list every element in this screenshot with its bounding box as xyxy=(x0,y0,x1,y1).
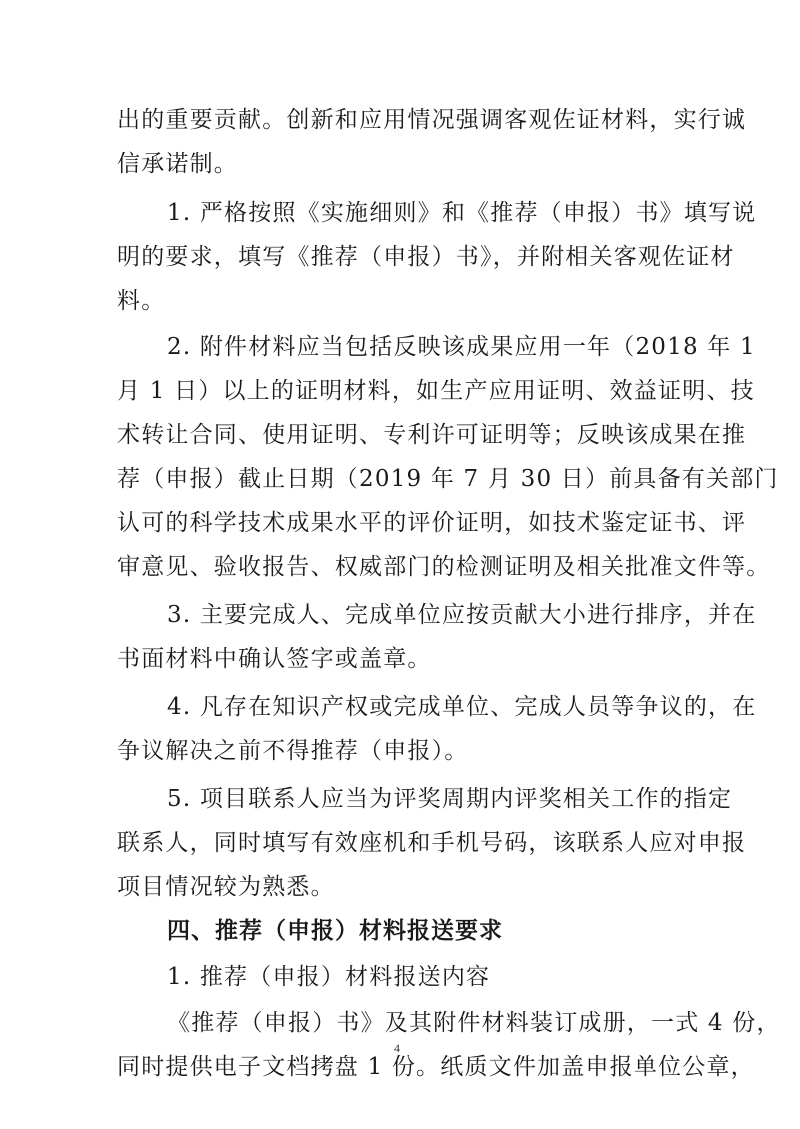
text-line: 2. 附件材料应当包括反映该成果应用一年（2018 年 1 xyxy=(167,334,756,360)
page-number: 4 xyxy=(394,1041,400,1055)
text-line: 项目情况较为熟悉。 xyxy=(117,874,335,900)
text-line: 认可的科学技术成果水平的评价证明，如技术鉴定证书、评 xyxy=(117,510,747,536)
text-line: 《推荐（申报）书》及其附件材料装订成册，一式 4 份， xyxy=(167,1010,781,1036)
text-line: 月 1 日）以上的证明材料，如生产应用证明、效益证明、技 xyxy=(117,378,755,404)
text-line: 争议解决之前不得推荐（申报）。 xyxy=(117,738,469,764)
section-heading: 四、推荐（申报）材料报送要求 xyxy=(167,918,503,944)
text-line: 出的重要贡献。创新和应用情况强调客观佐证材料，实行诚 xyxy=(117,107,747,133)
text-line: 料。 xyxy=(117,288,166,314)
text-line: 5. 项目联系人应当为评奖周期内评奖相关工作的指定 xyxy=(167,786,733,812)
text-line: 1. 推荐（申报）材料报送内容 xyxy=(167,964,491,990)
text-line: 信承诺制。 xyxy=(117,151,238,177)
text-line: 同时提供电子文档拷盘 1 份。纸质文件加盖申报单位公章， xyxy=(117,1054,755,1080)
text-line: 1. 严格按照《实施细则》和《推荐（申报）书》填写说 xyxy=(167,200,757,226)
text-line: 术转让合同、使用证明、专利许可证明等；反映该成果在推 xyxy=(117,422,747,448)
text-line: 联系人，同时填写有效座机和手机号码，该联系人应对申报 xyxy=(117,830,747,856)
text-line: 4. 凡存在知识产权或完成单位、完成人员等争议的，在 xyxy=(167,694,757,720)
text-line: 明的要求，填写《推荐（申报）书》，并附相关客观佐证材 xyxy=(117,244,735,270)
text-line: 审意见、验收报告、权威部门的检测证明及相关批准文件等。 xyxy=(117,554,771,580)
text-line: 3. 主要完成人、完成单位应按贡献大小进行排序，并在 xyxy=(167,602,757,628)
text-line: 荐（申报）截止日期（2019 年 7 月 30 日）前具备有关部门 xyxy=(117,466,779,492)
text-line: 书面材料中确认签字或盖章。 xyxy=(117,646,432,672)
